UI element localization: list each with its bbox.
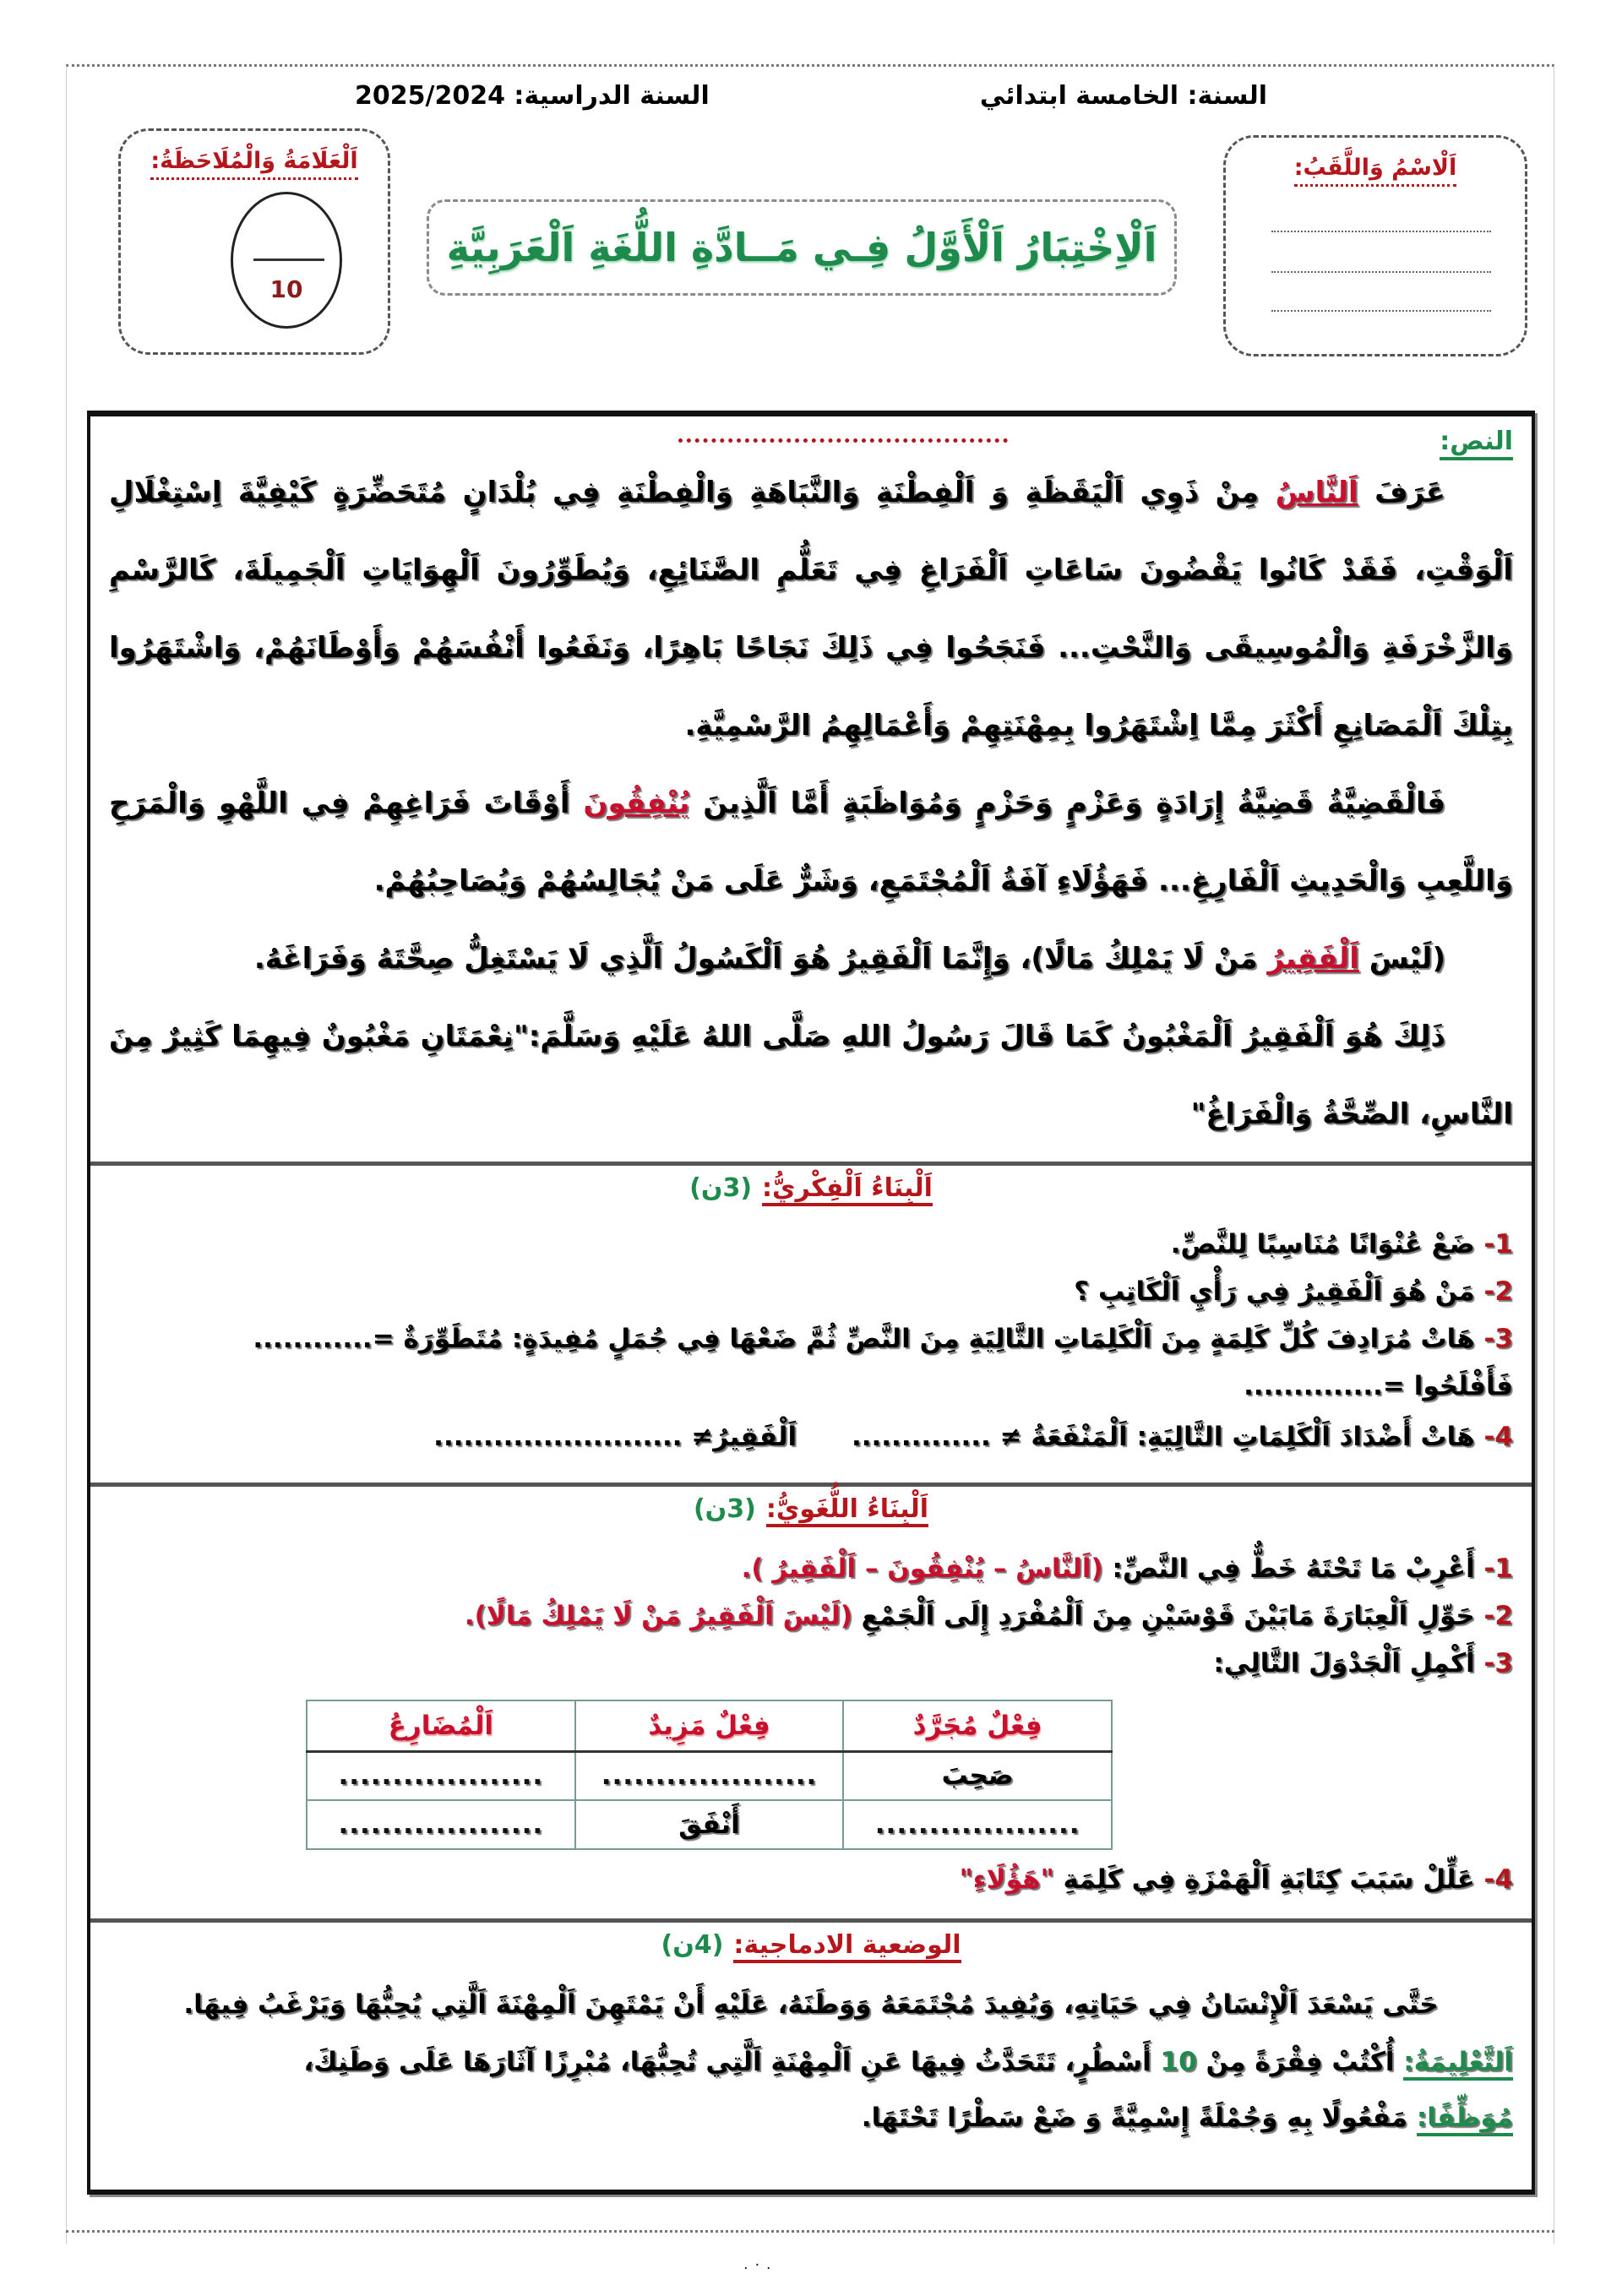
integration-usage: مُوَظِّفًا: مَفْعُولًا بِهِ وَجُمْلَةً إِسْمِيَّةً وَ ضَعْ سَطْرًا تَحْتَهَا. [109, 2103, 1513, 2133]
passage-title-blank[interactable] [678, 438, 1008, 443]
name-label: اَلْاسْمُ وَاللَّقَبُ: [1226, 155, 1525, 181]
section-language-title: اَلْبِنَاءُ اللُّغَوِيُّ:(3ن) [90, 1494, 1532, 1524]
header-bare-verb: فِعْلٌ مُجَرَّدٌ [843, 1700, 1112, 1751]
score-total: 10 [269, 275, 303, 303]
instruction-label: اَلتَّعْلِيمَةُ: [1403, 2047, 1513, 2081]
footer-marks: . ٠ . [743, 2255, 771, 2273]
exam-title-box [427, 199, 1177, 296]
verbs-table-header [307, 1700, 1112, 1751]
exam-body [87, 411, 1535, 2195]
grade-level: السنة: الخامسة ابتدائي [979, 81, 1267, 111]
verbs-table [306, 1700, 1113, 1850]
student-name-box [1223, 135, 1527, 356]
header-augmented-verb: فِعْلٌ مَزِيدٌ [575, 1700, 844, 1751]
underlined-word-yunfiqun: يُنْفِقُونَ [583, 786, 690, 820]
bottom-rule [66, 2230, 1554, 2233]
idea-question-4: 4- هَاتْ أَضْدَادَ اَلْكَلِمَاتِ التَّالِيَةِ: اَلْمَنْفَعَةُ ≠ .............. اَلْفَقِيرُ≠ ......................... [433, 1422, 1513, 1452]
table-blank-cell[interactable]: ................... [843, 1800, 1112, 1849]
line-count: 10 [1160, 2047, 1197, 2077]
passage-paragraph-1: عَرَفَ اَلنَّاسُ مِنْ ذَوِي اَلْيَقَظَةِ وَ اَلْفِطْنَةِ وَالنَّبَاهَةِ وَالْفِطْنَةِ فِي بُلْدَانٍ مُتَحَضِّرَةٍ كَيْفِيَّةَ اِسْتِغْلَالِ اَلْوَقْتِ، فَقَدْ كَانُوا يَقْضُونَ سَاعَاتِ اَلْفَرَاغِ فِي تَعَلُّمِ الصَّنَائِعِ، وَيُطَوِّرُونَ اَلْهِوَايَاتِ اَلْجَمِيلَةَ، كَالرَّسْمِ وَالزَّخْرَفَةِ وَالْمُوسِيقَى وَالنَّحْتِ... فَنَجَحُوا فِي ذَلِكَ نَجَاحًا بَاهِرًا، وَنَفَعُوا أَنْفُسَهُمْ وَأَوْطَانَهُمْ، وَاشْتَهَرُوا بِتِلْكَ اَلْمَصَانِعِ أَكْثَرَ مِمَّا اِشْتَهَرُوا بِمِهْنَتِهِمْ وَأَعْمَالِهِمُ الرَّسْمِيَّةِ. [109, 476, 1513, 743]
language-question-2: 2- حَوِّلِ اَلْعِبَارَةَ مَابَيْنَ قَوْسَيْنِ مِنَ اَلْمُفْرَدِ إِلَى اَلْجَمْعِ (لَيْسَ اَلْفَقِيرُ مَنْ لَا يَمْلِكُ مَالًا). [464, 1601, 1513, 1631]
school-year-value: 2025/2024 [355, 81, 505, 111]
idea-question-1: 1- ضَعْ عُنْوَانًا مُنَاسِبًا لِلنَّصِّ. [1170, 1229, 1513, 1260]
passage-label: النص: [1440, 427, 1513, 460]
language-question-4: 4- عَلِّلْ سَبَبَ كِتَابَةِ اَلْهَمْزَةِ فِي كَلِمَةِ "هَؤُلَاءِ" [959, 1864, 1513, 1895]
name-field-line-2[interactable] [1271, 271, 1491, 273]
section-idea-points: (3ن) [689, 1173, 753, 1203]
table-cell: أَنْفَقَ [575, 1800, 844, 1849]
name-field-line-1[interactable] [1271, 231, 1491, 232]
score-fraction-bar [253, 258, 324, 261]
table-blank-cell[interactable]: ................... [307, 1751, 575, 1800]
table-blank-cell[interactable]: ................... [307, 1800, 575, 1849]
integration-instruction: اَلتَّعْلِيمَةُ: أُكْتُبْ فِقْرَةً مِنْ 10 أَسْطُرٍ، تَتَحَدَّثُ فِيهَا عَنِ اَلْمِهْنَةِ اَلَّتِي تُحِبُّهَا، مُبْرِزًا آثَارَهَا عَلَى وَطَنِكَ، [109, 2047, 1513, 2077]
language-question-3: 3- أَكْمِلِ اَلْجَدْوَلَ التَّالِي: [1213, 1648, 1513, 1678]
table-row [307, 1751, 1112, 1800]
integration-context: حَتَّى يَسْعَدَ اَلْإِنْسَانُ فِي حَيَاتِهِ، وَيُفِيدَ مُجْتَمَعَهُ وَوَطَنَهُ، عَلَيْهِ أَنْ يَمْتَهِنَ اَلْمِهْنَةَ اَلَّتِي يُحِبُّهَا وَيَرْغَبُ فِيهَا. [183, 1989, 1439, 2020]
underlined-word-nas: اَلنَّاسُ [1275, 476, 1358, 509]
table-row [307, 1800, 1112, 1849]
name-field-line-3[interactable] [1271, 310, 1491, 312]
idea-question-2: 2- مَنْ هُوَ اَلْفَقِيرُ فِي رَأْيِ اَلْكَاتِبِ ؟ [1074, 1276, 1513, 1307]
idea-question-3-continued: فَأَفْلَحُوا =.............. [1244, 1371, 1513, 1401]
language-question-1: 1- أَعْرِبْ مَا تَحْتَهُ خَطٌّ فِي النَّصِّ: (اَلنَّاسُ – يُنْفِقُونَ – اَلْفَقِيرُ ). [741, 1553, 1513, 1584]
exam-title: اَلْاِخْتِبَارُ اَلْأَوَّلُ فِـي مَــادَّةِ اللُّغَةِ اَلْعَرَبِيَّةِ [446, 225, 1157, 270]
table-blank-cell[interactable]: .................... [575, 1751, 844, 1800]
section-language-points: (3ن) [693, 1494, 756, 1524]
header-present-tense: اَلْمُضَارِعُ [307, 1700, 575, 1751]
section-divider [90, 1162, 1532, 1166]
underlined-word-faqir: اَلْفَقِيرُ [1267, 942, 1359, 976]
grade-label: اَلْعَلَامَةُ وَالْمُلَاحَظَةُ: [121, 148, 388, 174]
school-year [355, 81, 710, 111]
table-cell: صَحِبَ [843, 1751, 1112, 1800]
section-integration-points: (4ن) [661, 1930, 724, 1960]
idea-question-3: 3- هَاتْ مُرَادِفَ كُلِّ كَلِمَةٍ مِنَ اَلْكَلِمَاتِ التَّالِيَةِ مِنَ النَّصِّ ثُمَّ ضَعْهَا فِي جُمَلٍ مُفِيدَةٍ: مُتَطَوِّرَةٌ =............ [253, 1324, 1513, 1354]
score-circle [231, 192, 342, 329]
passage-text [109, 454, 1513, 1153]
grade-box [118, 128, 390, 355]
passage-paragraph-4: ذَلِكَ هُوَ اَلْفَقِيرُ اَلْمَغْبُونُ كَمَا قَالَ رَسُولُ اللهِ صَلَّى اللهُ عَلَيْهِ وَسَلَّمَ:"نِعْمَتَانِ مَغْبُونٌ فِيهِمَا كَثِيرٌ مِنَ النَّاسِ، الصِّحَّةُ وَالْفَرَاغُ" [109, 1020, 1513, 1131]
passage-paragraph-2: فَالْقَضِيَّةُ قَضِيَّةُ إِرَادَةٍ وَعَزْمٍ وَحَزْمٍ وَمُوَاظَبَةٍ أَمَّا اَلَّذِينَ يُنْفِقُونَ أَوْقَاتَ فَرَاغِهِمْ فِي اللَّهْوِ وَالْمَرَحِ وَاللَّعِبِ وَالْحَدِيثِ اَلْفَارِغِ... فَهَؤُلَاءِ آفَةُ اَلْمُجْتَمَعِ، وَشَرٌّ عَلَى مَنْ يُجَالِسُهُمْ وَيُصَاحِبُهُمْ. [109, 786, 1513, 898]
usage-label: مُوَظِّفًا: [1417, 2103, 1513, 2136]
school-year-label: السنة الدراسية: [514, 81, 710, 111]
section-idea-title: اَلْبِنَاءُ اَلْفِكْرِيُّ:(3ن) [90, 1173, 1532, 1203]
passage-paragraph-3: (لَيْسَ اَلْفَقِيرُ مَنْ لَا يَمْلِكُ مَالًا)، وَإِنَّمَا اَلْفَقِيرُ هُوَ اَلْكَسُولُ اَلَّذِي لَا يَسْتَغِلُّ صِحَّتَهُ وَفَرَاغَهُ. [253, 942, 1445, 976]
section-divider [90, 1483, 1532, 1487]
section-integration-title: الوضعية الادماجية:(4ن) [90, 1930, 1532, 1960]
section-divider [90, 1918, 1532, 1923]
